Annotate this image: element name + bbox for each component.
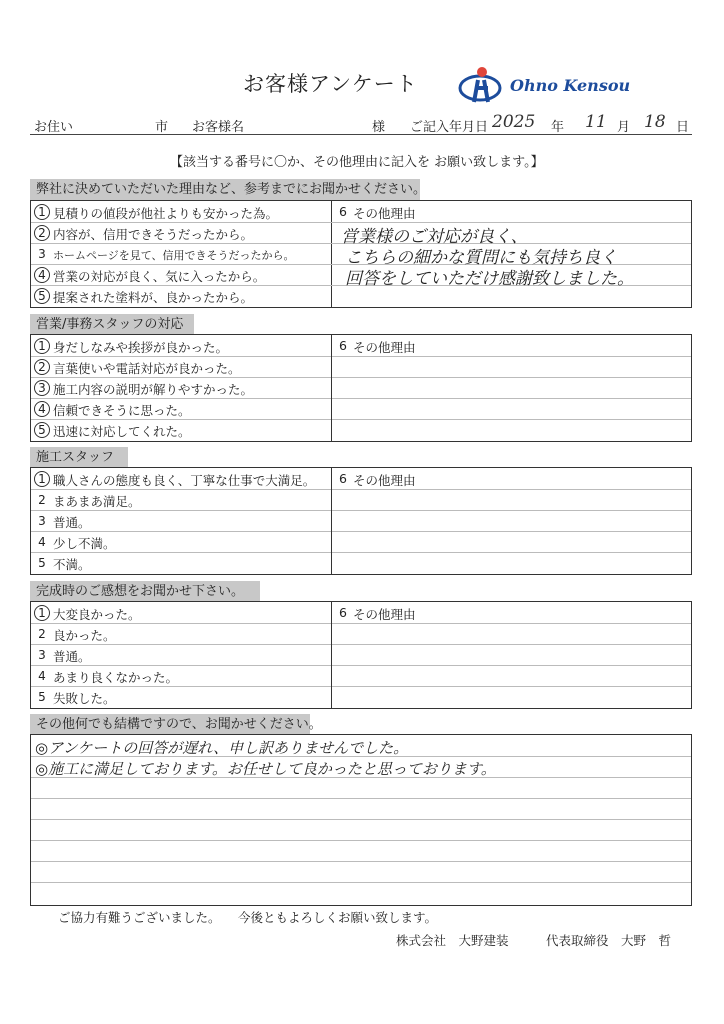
- option-label: 営業の対応が良く、気に入ったから。: [53, 269, 266, 284]
- option-label: 施工内容の説明が解りやすかった。: [53, 382, 254, 397]
- month-unit: 月: [617, 120, 631, 135]
- row-divider: [31, 840, 691, 841]
- customer-label: お客様名: [192, 120, 245, 135]
- column-divider: [331, 602, 332, 708]
- option-number[interactable]: 1: [35, 606, 49, 620]
- option-label: 提案された塗料が、良かったから。: [53, 290, 254, 305]
- other-reason-label: その他理由: [353, 607, 416, 622]
- row-divider: [31, 356, 691, 357]
- option-label: 普通。: [53, 649, 91, 664]
- option-number[interactable]: 2: [35, 226, 49, 240]
- other-reason-label: その他理由: [353, 473, 416, 488]
- other-number: 6: [339, 471, 347, 486]
- column-divider: [331, 468, 332, 574]
- section-completion: [30, 601, 692, 709]
- option-label: まあまあ満足。: [53, 494, 141, 509]
- instruction-text: 【該当する番号に〇か、その他理由に記入を お願い致します。】: [170, 155, 544, 170]
- free-comments-box: [30, 734, 692, 906]
- row-divider: [31, 623, 691, 624]
- row-divider: [31, 222, 331, 223]
- other-reason-label: その他理由: [353, 340, 416, 355]
- column-divider: [331, 201, 332, 307]
- other-reason-label: その他理由: [353, 206, 416, 221]
- option-label: 信頼できそうに思った。: [53, 403, 191, 418]
- option-number[interactable]: 5: [38, 556, 46, 570]
- row-divider: [31, 665, 691, 666]
- thanks-text: ご協力有難うございました。: [58, 910, 221, 925]
- option-number[interactable]: 2: [38, 627, 46, 641]
- option-number[interactable]: 1: [35, 205, 49, 219]
- row-divider: [31, 510, 691, 511]
- row-divider: [31, 882, 691, 883]
- option-label: 身だしなみや挨拶が良かった。: [53, 340, 229, 355]
- section-heading-reason: 弊社に決めていただいた理由など、参考までにお聞かせください。: [30, 179, 420, 200]
- sama-suffix: 様: [372, 120, 386, 135]
- row-divider: [31, 861, 691, 862]
- year-value: 2025: [492, 112, 536, 132]
- section-reason: [30, 200, 692, 308]
- option-label: 大変良かった。: [53, 607, 141, 622]
- row-divider: [31, 264, 331, 265]
- row-divider: [31, 377, 691, 378]
- other-number: 6: [339, 204, 347, 219]
- option-label: ホームページを見て、信用できそうだったから。: [53, 249, 295, 262]
- option-label: 内容が、信用できそうだったから。: [53, 227, 254, 242]
- day-unit: 日: [676, 120, 690, 135]
- other-number: 6: [339, 338, 347, 353]
- handwritten-comment-line: ◎アンケートの回答が遅れ、申し訳ありませんでした。: [35, 739, 409, 757]
- section-heading-completion: 完成時のご感想をお聞かせ下さい。: [30, 581, 260, 602]
- date-label: ご記入年月日: [410, 120, 489, 135]
- header-underline: [30, 134, 692, 135]
- option-number[interactable]: 4: [35, 268, 49, 282]
- option-number[interactable]: 4: [38, 535, 46, 549]
- option-number[interactable]: 5: [38, 690, 46, 704]
- row-divider: [31, 419, 691, 420]
- row-divider: [31, 285, 331, 286]
- option-number[interactable]: 4: [35, 402, 49, 416]
- row-divider: [31, 531, 691, 532]
- option-label: 少し不満。: [53, 536, 116, 551]
- option-number[interactable]: 1: [35, 472, 49, 486]
- option-label: 見積りの値段が他社よりも安かった為。: [53, 206, 279, 221]
- other-number: 6: [339, 605, 347, 620]
- column-divider: [331, 335, 332, 441]
- company-logo: [458, 64, 668, 108]
- day-value: 18: [644, 112, 666, 132]
- option-label: 失敗した。: [53, 691, 116, 706]
- company-name: 株式会社 大野建装: [396, 933, 509, 948]
- option-label: 迅速に対応してくれた。: [53, 424, 191, 439]
- handwritten-reason-line: こちらの細かな質問にも気持ち良く: [345, 248, 617, 268]
- section-sales: [30, 334, 692, 442]
- row-divider: [31, 552, 691, 553]
- option-number[interactable]: 1: [35, 339, 49, 353]
- option-number[interactable]: 3: [38, 514, 46, 528]
- option-label: 普通。: [53, 515, 91, 530]
- form-title: お客様アンケート: [243, 72, 418, 96]
- option-number[interactable]: 5: [35, 289, 49, 303]
- section-heading-free-comments: その他何でも結構ですので、お聞かせください。: [30, 714, 310, 735]
- option-label: 言葉使いや電話対応が良かった。: [53, 361, 241, 376]
- handwritten-reason-line: 回答をしていただけ感謝致しました。: [345, 269, 634, 289]
- year-unit: 年: [551, 120, 565, 135]
- row-divider: [31, 798, 691, 799]
- section-heading-sales: 営業/事務スタッフの対応: [30, 314, 194, 335]
- option-label: 職人さんの態度も良く、丁寧な仕事で大満足。: [53, 473, 316, 488]
- option-label: 良かった。: [53, 628, 116, 643]
- row-divider: [31, 644, 691, 645]
- option-number[interactable]: 3: [38, 648, 46, 662]
- option-label: 不満。: [53, 557, 91, 572]
- section-heading-construction: 施工スタッフ: [30, 447, 128, 468]
- row-divider: [31, 398, 691, 399]
- option-label: あまり良くなかった。: [53, 670, 179, 685]
- logo-icon: [458, 64, 504, 108]
- row-divider: [31, 489, 691, 490]
- handwritten-reason-line: 営業様のご対応が良く、: [341, 227, 528, 247]
- option-number[interactable]: 2: [38, 493, 46, 507]
- representative-name: 代表取締役 大野 哲: [546, 933, 672, 948]
- option-number[interactable]: 2: [35, 360, 49, 374]
- option-number[interactable]: 3: [38, 247, 46, 261]
- option-number[interactable]: 3: [35, 381, 49, 395]
- section-construction: [30, 467, 692, 575]
- regards-text: 今後ともよろしくお願い致します。: [238, 910, 438, 925]
- address-label: お住い: [34, 120, 74, 135]
- row-divider: [31, 243, 331, 244]
- option-number[interactable]: 5: [35, 423, 49, 437]
- month-value: 11: [585, 112, 607, 132]
- row-divider: [31, 686, 691, 687]
- handwritten-comment-line: ◎施工に満足しております。お任せして良かったと思っております。: [35, 760, 496, 778]
- city-suffix: 市: [155, 120, 169, 135]
- logo-text: Ohno Kensou: [510, 76, 631, 95]
- option-number[interactable]: 4: [38, 669, 46, 683]
- row-divider: [31, 819, 691, 820]
